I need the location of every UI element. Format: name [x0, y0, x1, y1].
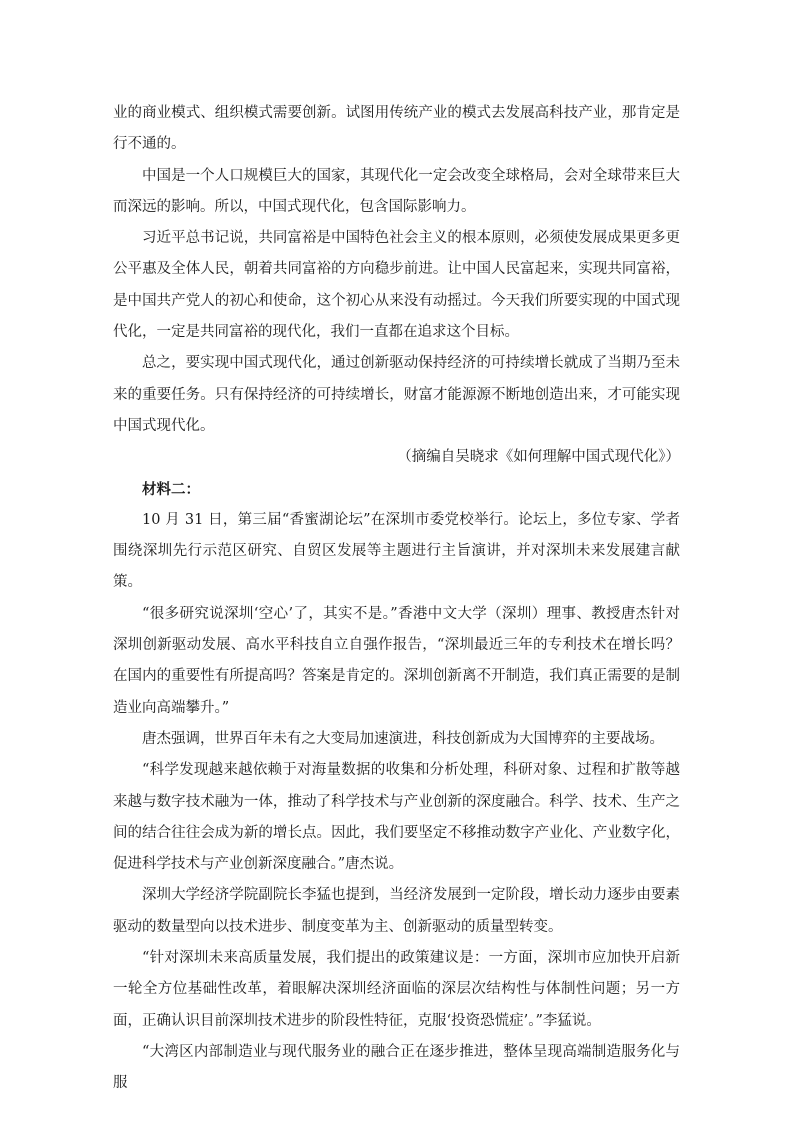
paragraph: “针对深圳未来高质量发展，我们提出的政策建议是：一方面，深圳市应加快开启新一轮全方位基础性改革，着眼解决深圳经济面临的深层次结构性与体制性问题；另一方面，正确认识目前深圳技术进步的阶段性特征，克服‘投资恐慌症’。”李猛说。 — [113, 950, 680, 1029]
paragraph-continuation: 业的商业模式、组织模式需要创新。试图用传统产业的模式去发展高科技产业，那肯定是行不通的。 — [113, 105, 680, 153]
paragraph: “大湾区内部制造业与现代服务业的融合正在逐步推进，整体呈现高端制造服务化与服 — [113, 1043, 680, 1092]
source-citation: （摘编自吴晓求《如何理解中国式现代化》） — [397, 449, 680, 466]
paragraph: 10 月 31 日，第三届“香蜜湖论坛”在深圳市委党校举行。论坛上，多位专家、学者围绕深圳先行示范区研究、自贸区发展等主题进行主旨演讲，并对深圳未来发展建言献策。 — [113, 511, 680, 591]
paragraph: “很多研究说深圳‘空心’了，其实不是。”香港中文大学（深圳）理事、教授唐杰针对深圳创新驱动发展、高水平科技自立自强作报告，“深圳最近三年的专利技术在增长吗？在国内的重要性有所提高吗？答案是肯定的。深圳创新离不开制造，我们真正需要的是制造业向高端攀升。” — [113, 605, 680, 716]
material-heading: 材料二： — [142, 480, 200, 498]
paragraph: 唐杰强调，世界百年未有之大变局加速演进，科技创新成为大国博弈的主要战场。 — [142, 730, 664, 747]
paragraph: “科学发现越来越依赖于对海量数据的收集和分析处理，科研对象、过程和扩散等越来越与数字技术融为一体，推动了科学技术与产业创新的深度融合。科学、技术、生产之间的结合往往会成为新的增长点。因此，我们要坚定不移推动数字产业化、产业数字化，促进科学技术与产业创新深度融合。”唐杰说。 — [113, 762, 680, 873]
document-body — [113, 98, 680, 1100]
paragraph: 总之，要实现中国式现代化，通过创新驱动保持经济的可持续增长就成了当期乃至未来的重要任务。只有保持经济的可持续增长，财富才能源源不断地创造出来，才可能实现中国式现代化。 — [113, 355, 680, 434]
paragraph: 深圳大学经济学院副院长李猛也提到，当经济发展到一定阶段，增长动力逐步由要素驱动的数量型向以技术进步、制度变革为主、创新驱动的质量型转变。 — [113, 887, 680, 935]
paragraph: 习近平总书记说，共同富裕是中国特色社会主义的根本原则，必须使发展成果更多更公平惠及全体人民，朝着共同富裕的方向稳步前进。让中国人民富起来，实现共同富裕，是中国共产党人的初心和使命，这个初心从来没有动摇过。今天我们所要实现的中国式现代化，一定是共同富裕的现代化，我们一直都在追求这个目标。 — [113, 230, 680, 341]
paragraph: 中国是一个人口规模巨大的国家，其现代化一定会改变全球格局，会对全球带来巨大而深远的影响。所以，中国式现代化，包含国际影响力。 — [113, 167, 680, 215]
